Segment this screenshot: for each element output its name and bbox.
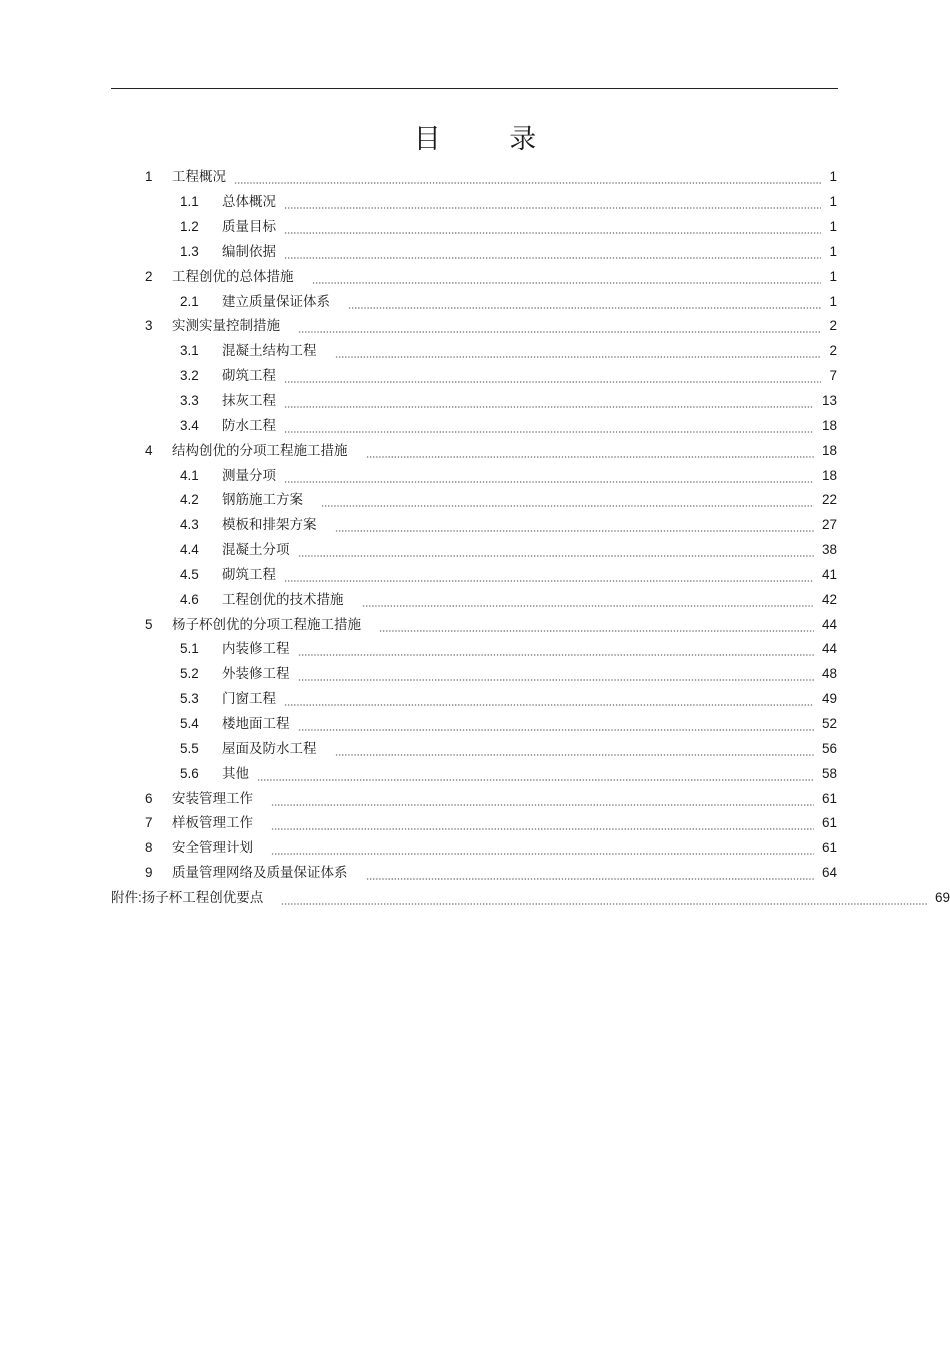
toc-entry[interactable] [0,165,950,190]
toc-entry-number: 3 [145,318,153,334]
toc-leader-dots [335,519,814,533]
toc-entry-label: 模板和排架方案 [222,517,317,534]
toc-entry-label: 总体概况 [222,194,276,211]
toc-entry-label: 工程创优的总体措施 [172,268,294,285]
toc-entry-number: 附件: [111,889,142,905]
toc-entry-page: 2 [829,318,837,334]
toc-entry[interactable] [0,861,950,886]
toc-entry[interactable] [0,389,950,414]
toc-entry[interactable] [0,761,950,786]
toc-leader-dots [366,445,814,459]
toc-leader-dots [298,643,814,657]
toc-entry-number: 9 [145,865,153,881]
toc-entry-page: 49 [821,691,837,707]
toc-entry-number: 5.6 [180,765,199,781]
toc-entry-label: 钢筋施工方案 [222,492,303,509]
toc-entry-page: 1 [829,194,837,210]
toc-entry[interactable] [0,215,950,240]
toc-entry[interactable] [0,687,950,712]
toc-entry-number: 3.1 [180,343,199,359]
toc-entry-page: 27 [821,517,837,533]
toc-entry[interactable] [0,438,950,463]
toc-entry-page: 61 [821,790,837,806]
toc-entry-page: 44 [821,616,837,632]
toc-entry-page: 58 [821,765,837,781]
toc-entry-number: 4.3 [180,517,199,533]
toc-entry[interactable] [0,587,950,612]
toc-entry-number: 2.1 [180,293,199,309]
toc-entry-label: 其他 [222,765,249,782]
toc-entry[interactable] [0,513,950,538]
toc-entry-number: 5.5 [180,740,199,756]
toc-leader-dots [284,569,814,583]
toc-entry[interactable] [0,413,950,438]
toc-entry[interactable] [0,463,950,488]
toc-entry-page: 48 [821,666,837,682]
toc-entry-number: 1.2 [180,219,199,235]
toc-leader-dots [284,196,821,210]
toc-entry[interactable] [0,885,950,910]
toc-entry[interactable] [0,811,950,836]
toc-title: 目 录 [413,124,567,155]
toc-entry-page: 64 [821,865,837,881]
toc-entry-number: 3.3 [180,393,199,409]
toc-entry[interactable] [0,836,950,861]
toc-entry[interactable] [0,488,950,513]
toc-entry-page: 69 [934,889,950,905]
toc-leader-dots [321,494,814,508]
toc-entry-label: 楼地面工程 [222,715,290,732]
toc-entry-label: 混凝土分项 [222,542,290,559]
toc-entry-label: 扬子杯工程创优要点 [141,889,264,906]
toc-entry-label: 样板管理工作 [172,815,253,832]
toc-entry-page: 7 [829,368,837,384]
toc-entry-label: 质量管理网络及质量保证体系 [172,865,348,882]
toc-entry-page: 13 [821,393,837,409]
toc-entry-label: 抹灰工程 [222,393,276,410]
toc-entry-label: 外装修工程 [222,666,290,683]
toc-entry-number: 5.2 [180,666,199,682]
toc-entry[interactable] [0,240,950,265]
toc-leader-dots [284,246,821,260]
toc-entry[interactable] [0,264,950,289]
toc-leader-dots [281,892,927,906]
toc-entry[interactable] [0,190,950,215]
toc-entry-number: 1 [145,169,153,185]
toc-entry-label: 砌筑工程 [222,566,276,583]
toc-entry-number: 3.4 [180,417,199,433]
toc-leader-dots [284,470,814,484]
toc-entry[interactable] [0,786,950,811]
toc-entry-label: 门窗工程 [222,691,276,708]
toc-entry-label: 建立质量保证体系 [222,293,330,310]
toc-entry-page: 61 [821,840,837,856]
toc-entry-label: 实测实量控制措施 [172,318,280,335]
toc-leader-dots [257,768,814,782]
toc-leader-dots [271,842,814,856]
toc-entry-page: 2 [829,343,837,359]
toc-entry-number: 5.3 [180,691,199,707]
toc-entry[interactable] [0,364,950,389]
toc-entry-number: 7 [145,815,153,831]
toc-leader-dots [298,320,821,334]
toc-entry-page: 1 [829,169,837,185]
toc-entry-number: 4.4 [180,542,199,558]
toc-entry-label: 安装管理工作 [172,790,253,807]
toc-entry-label: 防水工程 [222,417,276,434]
toc-entry-number: 4.5 [180,566,199,582]
toc-entry[interactable] [0,314,950,339]
toc-entry-number: 3.2 [180,368,199,384]
toc-entry[interactable] [0,637,950,662]
toc-entry-page: 1 [829,219,837,235]
toc-entry-label: 杨子杯创优的分项工程施工措施 [172,616,361,633]
toc-entry-label: 砌筑工程 [222,368,276,385]
toc-entry-number: 5.4 [180,715,199,731]
toc-entry-page: 52 [821,715,837,731]
toc-entry[interactable] [0,736,950,761]
toc-leader-dots [335,743,814,757]
toc-leader-dots [348,296,821,310]
header-rule [111,88,838,89]
toc-entry-page: 1 [829,243,837,259]
toc-entry-page: 38 [821,542,837,558]
toc-entry-number: 4.1 [180,467,199,483]
toc-entry[interactable] [0,289,950,314]
table-of-contents [0,165,950,910]
toc-entry-number: 1.3 [180,243,199,259]
toc-entry-number: 1.1 [180,194,199,210]
toc-leader-dots [379,619,814,633]
toc-entry[interactable] [0,538,950,563]
toc-entry[interactable] [0,712,950,737]
toc-entry-page: 41 [821,566,837,582]
toc-entry-number: 8 [145,840,153,856]
toc-entry-label: 安全管理计划 [172,840,253,857]
toc-leader-dots [312,271,822,285]
toc-entry-number: 4 [145,442,153,458]
toc-entry-label: 混凝土结构工程 [222,343,317,360]
toc-entry-page: 18 [821,417,837,433]
toc-leader-dots [284,395,814,409]
toc-entry-number: 4.6 [180,591,199,607]
toc-entry-label: 编制依据 [222,243,276,260]
toc-entry-page: 18 [821,467,837,483]
toc-entry-label: 工程创优的技术措施 [222,591,344,608]
toc-leader-dots [298,544,814,558]
toc-entry[interactable] [0,563,950,588]
toc-leader-dots [271,793,814,807]
toc-entry-label: 结构创优的分项工程施工措施 [172,442,348,459]
toc-entry[interactable] [0,662,950,687]
toc-entry-number: 4.2 [180,492,199,508]
toc-entry[interactable] [0,339,950,364]
toc-leader-dots [284,370,821,384]
toc-entry[interactable] [0,612,950,637]
toc-leader-dots [362,594,814,608]
toc-entry-label: 质量目标 [222,219,276,236]
toc-entry-page: 44 [821,641,837,657]
toc-leader-dots [284,693,814,707]
toc-entry-number: 6 [145,790,153,806]
toc-leader-dots [284,420,814,434]
toc-entry-page: 42 [821,591,837,607]
toc-entry-number: 2 [145,268,153,284]
toc-entry-page: 1 [829,268,837,284]
toc-entry-label: 工程概况 [172,169,226,186]
toc-leader-dots [234,171,821,185]
toc-entry-page: 56 [821,740,837,756]
toc-leader-dots [284,221,821,235]
toc-entry-label: 测量分项 [222,467,276,484]
toc-leader-dots [298,668,814,682]
toc-entry-page: 1 [829,293,837,309]
toc-leader-dots [298,718,814,732]
toc-entry-page: 22 [821,492,837,508]
toc-entry-number: 5 [145,616,153,632]
toc-entry-page: 61 [821,815,837,831]
toc-entry-page: 18 [821,442,837,458]
toc-entry-label: 内装修工程 [222,641,290,658]
toc-leader-dots [366,867,814,881]
toc-entry-label: 屋面及防水工程 [222,740,317,757]
toc-leader-dots [335,345,822,359]
toc-leader-dots [271,817,814,831]
toc-entry-number: 5.1 [180,641,199,657]
